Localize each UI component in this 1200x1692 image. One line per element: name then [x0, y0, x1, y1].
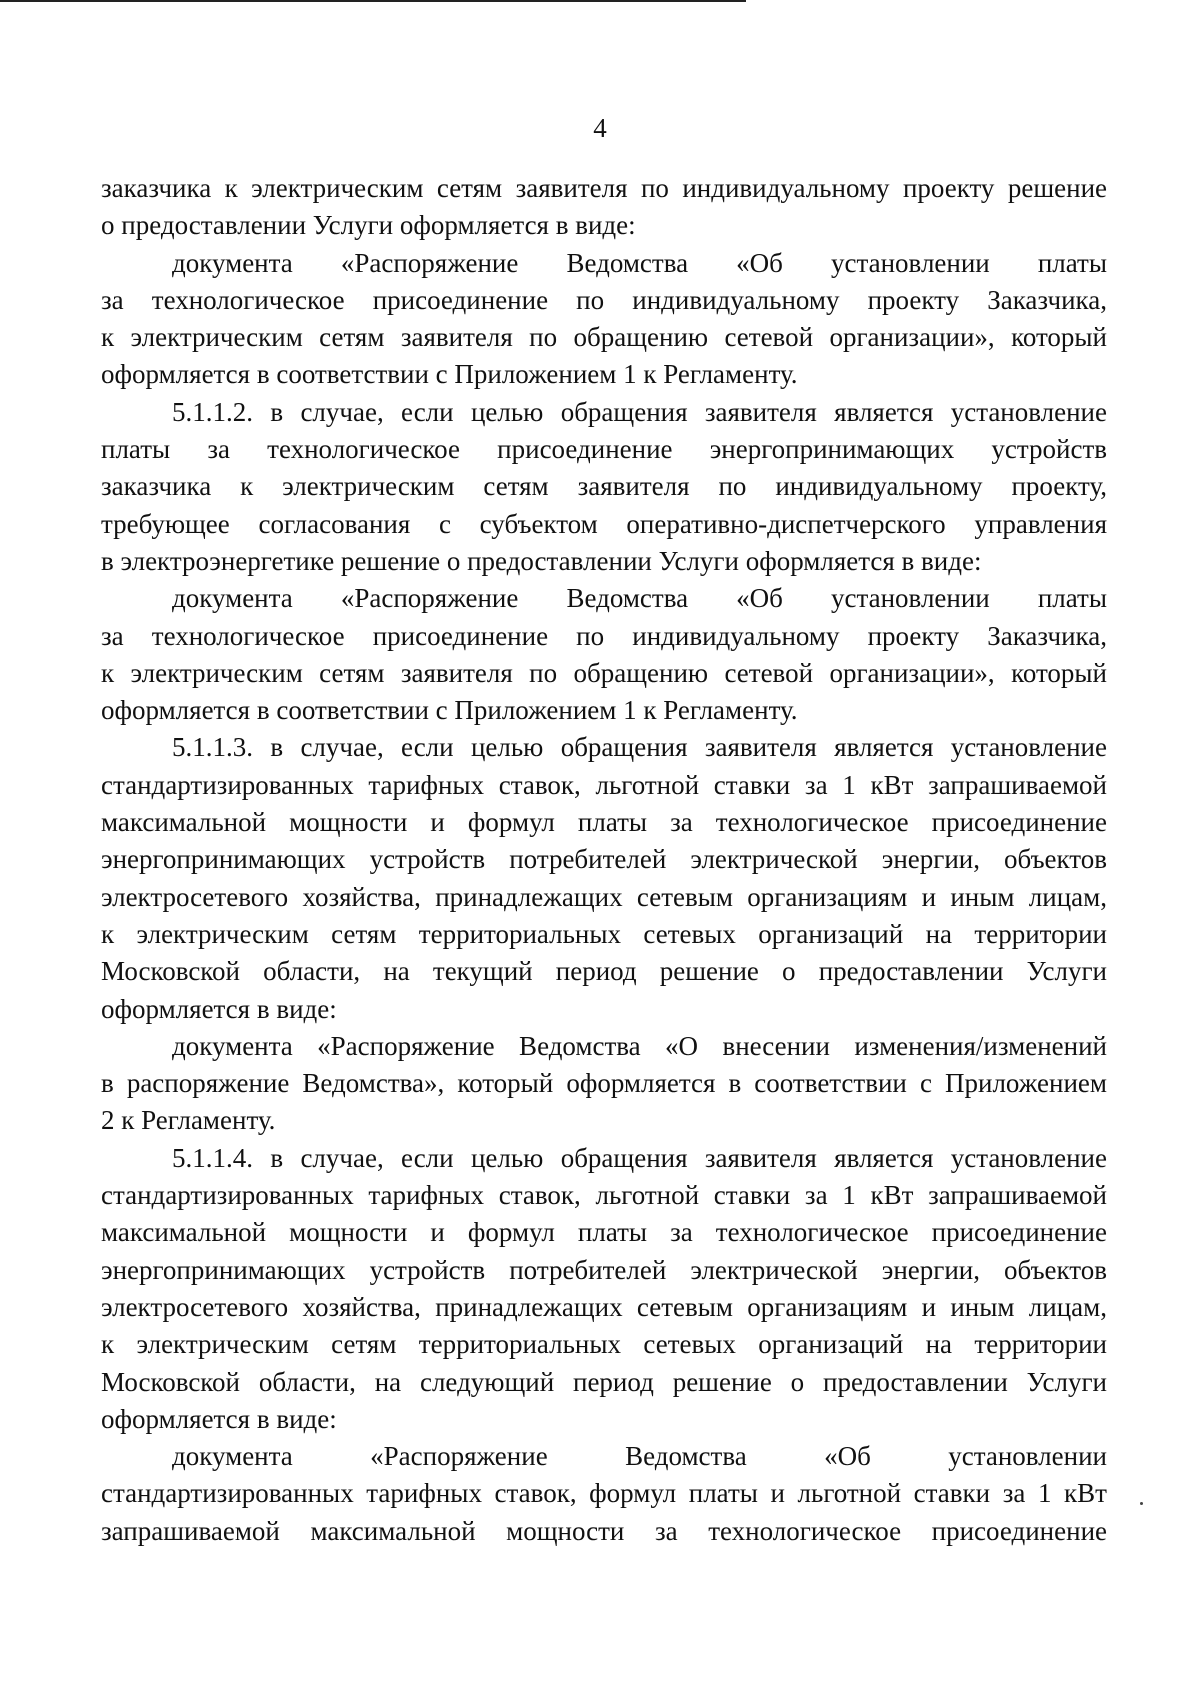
document-body — [101, 170, 1107, 1550]
text-line: максимальной мощности и формул платы за технологическое присоединение — [101, 807, 1107, 838]
text-line: заказчика к электрическим сетям заявителя по индивидуальному проекту, — [101, 471, 1107, 502]
text-line: к электрическим сетям территориальных сетевых организаций на территории — [101, 1329, 1107, 1360]
text-line: документа «Распоряжение Ведомства «Об установлении — [172, 1441, 1107, 1472]
text-line: документа «Распоряжение Ведомства «Об установлении платы — [172, 247, 1107, 278]
text-line: заказчика к электрическим сетям заявителя по индивидуальному проекту решение — [101, 173, 1107, 203]
text-line: в электроэнергетике решение о предоставлении Услуги оформляется в виде: — [101, 545, 982, 576]
text-line: максимальной мощности и формул платы за технологическое присоединение — [101, 1217, 1107, 1248]
paragraph — [101, 394, 1107, 580]
text-line: к электрическим сетям территориальных сетевых организаций на территории — [101, 918, 1107, 949]
text-line: платы за технологическое присоединение энергопринимающих устройств — [101, 434, 1107, 465]
text-line: электросетевого хозяйства, принадлежащих сетевым организациям и иным лицам, — [101, 1291, 1107, 1322]
paragraph — [101, 1028, 1107, 1140]
text-line: стандартизированных тарифных ставок, льготной ставки за 1 кВт запрашиваемой — [101, 1180, 1107, 1211]
scan-speck — [1140, 1502, 1143, 1505]
text-line: стандартизированных тарифных ставок, формул платы и льготной ставки за 1 кВт — [101, 1478, 1107, 1509]
text-line: документа «Распоряжение Ведомства «О внесении изменения/изменений — [172, 1030, 1107, 1061]
text-line: оформляется в соответствии с Приложением 1 к Регламенту. — [101, 695, 798, 726]
text-line: о предоставлении Услуги оформляется в виде: — [101, 210, 636, 241]
paragraph — [101, 729, 1107, 1027]
text-line: требующее согласования с субъектом оперативно-диспетчерского управления — [101, 508, 1107, 539]
paragraph — [101, 170, 1107, 245]
scan-top-rule — [0, 0, 746, 2]
text-line: запрашиваемой максимальной мощности за технологическое присоединение — [101, 1515, 1107, 1546]
paragraph — [101, 1140, 1107, 1438]
text-line: 2 к Регламенту. — [101, 1105, 276, 1136]
text-line: к электрическим сетям заявителя по обращению сетевой организации», который — [101, 657, 1107, 688]
text-line: энергопринимающих устройств потребителей электрической энергии, объектов — [101, 1254, 1107, 1285]
text-line: Московской области, на следующий период решение о предоставлении Услуги — [101, 1366, 1107, 1397]
text-line: за технологическое присоединение по индивидуальному проекту Заказчика, — [101, 620, 1107, 651]
text-line: документа «Распоряжение Ведомства «Об установлении платы — [172, 583, 1107, 614]
page-number: 4 — [593, 113, 607, 143]
text-line: 5.1.1.2. в случае, если целью обращения заявителя является установление — [172, 396, 1107, 427]
text-line: оформляется в соответствии с Приложением 1 к Регламенту. — [101, 359, 798, 390]
paragraph — [101, 245, 1107, 394]
text-line: к электрическим сетям заявителя по обращению сетевой организации», который — [101, 322, 1107, 353]
paragraph — [101, 1438, 1107, 1550]
text-line: электросетевого хозяйства, принадлежащих сетевым организациям и иным лицам, — [101, 881, 1107, 912]
text-line: энергопринимающих устройств потребителей электрической энергии, объектов — [101, 844, 1107, 875]
text-line: за технологическое присоединение по индивидуальному проекту Заказчика, — [101, 284, 1107, 315]
paragraph — [101, 580, 1107, 729]
text-line: оформляется в виде: — [101, 1403, 337, 1434]
text-line: 5.1.1.3. в случае, если целью обращения заявителя является установление — [172, 732, 1107, 763]
text-line: оформляется в виде: — [101, 993, 337, 1024]
text-line: Московской области, на текущий период решение о предоставлении Услуги — [101, 956, 1107, 987]
text-line: в распоряжение Ведомства», который оформляется в соответствии с Приложением — [101, 1068, 1107, 1099]
text-line: 5.1.1.4. в случае, если целью обращения заявителя является установление — [172, 1142, 1107, 1173]
text-line: стандартизированных тарифных ставок, льготной ставки за 1 кВт запрашиваемой — [101, 769, 1107, 800]
